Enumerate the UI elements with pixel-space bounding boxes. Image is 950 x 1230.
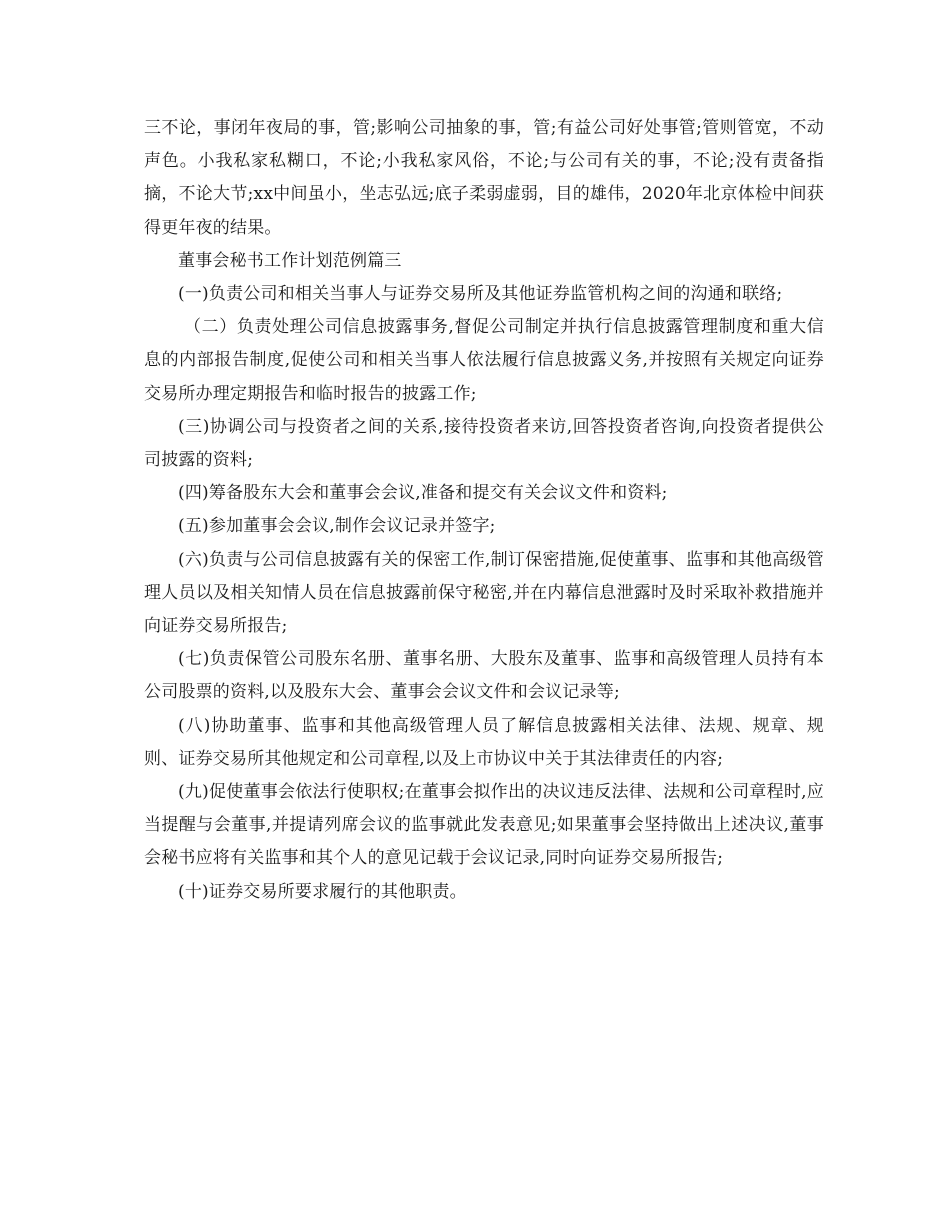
duty-item-1: (一)负责公司和相关当事人与证券交易所及其他证券监管机构之间的沟通和联络; [178,284,783,305]
body-paragraph: 三不论，事闭年夜局的事，管;影响公司抽象的事，管;有益公司好处事管;管则管宽，不动声色。小我私家私糊口，不论;小我私家风俗，不论;与公司有关的事，不论;没有责备指摘，不论大节;xx中间虽小，坐志弘远;底子柔弱虚弱，目的雄伟，2020年北京体检中间获得更年夜的结果。 [144,118,824,238]
duty-item-8: (八)协助董事、监事和其他高级管理人员了解信息披露相关法律、法规、规章、规则、证券交易所其他规定和公司章程,以及上市协议中关于其法律责任的内容; [144,715,824,769]
section-heading: 董事会秘书工作计划范例篇三 [178,250,402,271]
duty-item-7: (七)负责保管公司股东名册、董事名册、大股东及董事、监事和高级管理人员持有本公司股票的资料,以及股东大会、董事会会议文件和会议记录等; [144,649,824,703]
duty-item-3: (三)协调公司与投资者之间的关系,接待投资者来访,回答投资者咨询,向投资者提供公司披露的资料; [144,416,824,471]
document-body [144,112,824,909]
duty-item-6: (六)负责与公司信息披露有关的保密工作,制订保密措施,促使董事、监事和其他高级管理人员以及相关知情人员在信息披露前保守秘密,并在内幕信息泄露时及时采取补救措施并向证券交易所报告; [144,549,824,637]
duty-item-2: （二）负责处理公司信息披露事务,督促公司制定并执行信息披露管理制度和重大信息的内部报告制度,促使公司和相关当事人依法履行信息披露义务,并按照有关规定向证券交易所办理定期报告和临时报告的披露工作; [144,317,824,404]
duty-item-5: (五)参加董事会会议,制作会议记录并签字; [178,516,496,537]
duty-item-10: (十)证券交易所要求履行的其他职责。 [178,881,467,902]
duty-item-9: (九)促使董事会依法行使职权;在董事会拟作出的决议违反法律、法规和公司章程时,应当提醒与会董事,并提请列席会议的监事就此发表意见;如果董事会坚持做出上述决议,董事会秘书应将有关监事和其个人的意见记载于会议记录,同时向证券交易所报告; [144,782,824,869]
duty-item-4: (四)筹备股东大会和董事会会议,准备和提交有关会议文件和资料; [178,483,668,504]
